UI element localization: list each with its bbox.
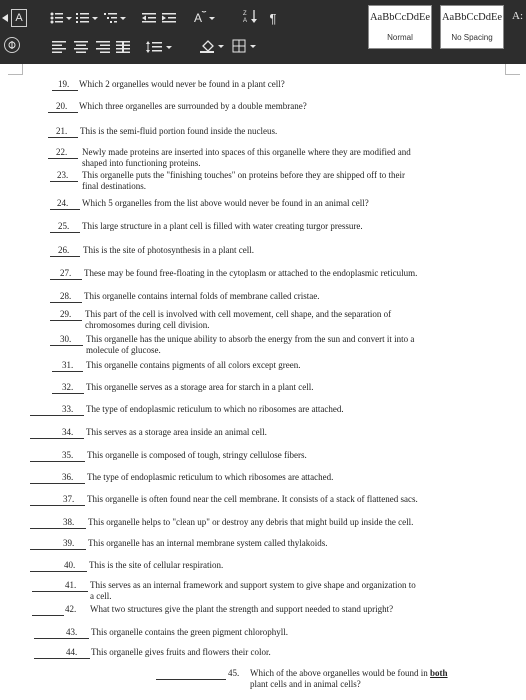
question-text: This is the semi-fluid portion found inside the nucleus. — [80, 126, 278, 136]
style-no-spacing-name: No Spacing — [451, 33, 493, 42]
multilevel-list-button[interactable] — [104, 9, 126, 27]
answer-blank[interactable] — [30, 505, 85, 506]
answer-blank[interactable] — [52, 393, 84, 394]
answer-blank[interactable] — [30, 528, 86, 529]
question-text: This organelle gives fruits and flowers their color. — [91, 647, 271, 657]
question-number: 27. — [60, 268, 72, 278]
ribbon-toolbar — [0, 0, 526, 64]
question-number: 19. — [58, 79, 70, 89]
answer-blank[interactable] — [50, 209, 80, 210]
answer-blank[interactable] — [52, 371, 83, 372]
justify-icon — [116, 41, 130, 53]
question-text: This organelle has an internal membrane system called thylakoids. — [88, 538, 328, 548]
answer-blank[interactable] — [30, 483, 85, 484]
bullets-icon — [50, 12, 72, 24]
question-text: These may be found free-floating in the cytoplasm or attached to the endoplasmic reticulum. — [84, 268, 418, 278]
answer-blank[interactable] — [50, 320, 82, 321]
increase-indent-button[interactable] — [162, 9, 176, 27]
question-number: 42. — [65, 604, 77, 614]
answer-blank[interactable] — [52, 90, 78, 91]
answer-blank[interactable] — [48, 137, 78, 138]
align-right-button[interactable] — [96, 38, 110, 56]
justify-button[interactable] — [116, 38, 130, 56]
answer-blank[interactable] — [50, 279, 82, 280]
question-text: This is the site of cellular respiration. — [89, 560, 224, 570]
text-box-button[interactable] — [11, 9, 27, 27]
emphasis-both: both — [430, 668, 448, 678]
question-text: The type of endoplasmic reticulum to which ribosomes are attached. — [87, 472, 334, 482]
style-no-spacing[interactable] — [440, 5, 504, 49]
question-number: 43. — [66, 627, 78, 637]
question-text: This organelle contains the green pigment chlorophyll. — [91, 627, 289, 637]
question-number: 33. — [62, 404, 74, 414]
text-box-label: A — [15, 12, 23, 24]
question-text: Which three organelles are surrounded by a double membrane? — [79, 101, 307, 111]
question-text: This organelle puts the "finishing touches" on proteins before they are shipped off to their final destinations. — [82, 170, 405, 191]
question-text: This organelle contains pigments of all colors except green. — [86, 360, 301, 370]
svg-text:Z: Z — [243, 11, 247, 17]
svg-text:A: A — [194, 10, 203, 24]
decrease-indent-icon — [142, 12, 156, 24]
answer-blank[interactable] — [50, 345, 83, 346]
question-number: 41. — [65, 580, 77, 590]
pilcrow-icon: ¶ — [269, 10, 277, 26]
change-case-button[interactable] — [194, 8, 216, 26]
answer-blank[interactable] — [48, 158, 78, 159]
smart-lookup-icon — [7, 40, 17, 50]
sort-button[interactable] — [243, 7, 259, 25]
question-text: Which 2 organelles would never be found in a plant cell? — [79, 79, 285, 89]
question-text: This organelle has the unique ability to absorb the energy from the sun and convert it into a molecule of glucose. — [86, 334, 415, 355]
question-number: 24. — [57, 198, 69, 208]
question-number: 32. — [62, 382, 74, 392]
question-number: 39. — [63, 538, 75, 548]
question-number: 38. — [63, 517, 75, 527]
numbering-button[interactable] — [76, 9, 98, 27]
borders-button[interactable] — [232, 37, 258, 55]
question-text: Which 5 organelles from the list above would never be found in an animal cell? — [82, 198, 369, 208]
align-left-icon — [52, 41, 66, 53]
question-number: 34. — [62, 427, 74, 437]
answer-blank[interactable] — [32, 615, 64, 616]
shading-icon — [200, 39, 226, 53]
align-center-icon — [74, 41, 88, 53]
question-text: Newly made proteins are inserted into spaces of this organelle where they are modified and shaped into functioning proteins. — [82, 147, 411, 168]
question-text: This organelle is composed of tough, stringy cellulose fibers. — [87, 450, 307, 460]
question-number: 28. — [60, 291, 72, 301]
question-number: 44. — [66, 647, 78, 657]
answer-blank[interactable] — [50, 181, 78, 182]
line-spacing-icon — [146, 41, 174, 53]
decrease-indent-button[interactable] — [142, 9, 156, 27]
question-number: 20. — [56, 101, 68, 111]
ribbon-scroll-left[interactable] — [0, 9, 10, 27]
question-number: 23. — [57, 170, 69, 180]
question-text: This serves as an internal framework and support system to give shape and organization to a cell. — [90, 580, 416, 601]
answer-blank[interactable] — [30, 549, 86, 550]
borders-icon — [232, 39, 258, 53]
answer-blank[interactable] — [50, 302, 82, 303]
style-normal[interactable] — [368, 5, 432, 49]
question-number: 36. — [62, 472, 74, 482]
question-text: This serves as a storage area inside an animal cell. — [86, 427, 267, 437]
question-number: 22. — [56, 147, 68, 157]
answer-blank[interactable] — [32, 591, 88, 592]
question-number: 37. — [63, 494, 75, 504]
align-center-button[interactable] — [74, 38, 88, 56]
style-no-spacing-sample: AaBbCcDdEe — [441, 12, 503, 23]
style-heading-partial[interactable]: A: — [512, 10, 523, 22]
question-number: 25. — [58, 221, 70, 231]
answer-blank[interactable] — [50, 232, 80, 233]
sort-icon — [243, 9, 259, 23]
question-text: The type of endoplasmic reticulum to which no ribosomes are attached. — [86, 404, 344, 414]
answer-blank[interactable] — [156, 679, 226, 680]
change-case-icon — [194, 11, 216, 24]
worksheet — [0, 64, 526, 700]
answer-blank[interactable] — [30, 571, 87, 572]
answer-blank[interactable] — [34, 658, 90, 659]
question-number: 21. — [56, 126, 68, 136]
show-formatting-button[interactable] — [267, 9, 279, 27]
increase-indent-icon — [162, 12, 176, 24]
question-text: This organelle is often found near the cell membrane. It consists of a stack of flattened sacs. — [87, 494, 418, 504]
question-number: 26. — [58, 245, 70, 255]
numbering-icon — [76, 12, 98, 24]
question-number: 45. — [228, 668, 240, 678]
question-number: 29. — [60, 309, 72, 319]
answer-blank[interactable] — [48, 112, 78, 113]
shading-button[interactable] — [200, 37, 226, 55]
align-left-button[interactable] — [52, 38, 66, 56]
bullets-button[interactable] — [50, 9, 72, 27]
style-normal-name: Normal — [387, 33, 413, 42]
question-number: 40. — [64, 560, 76, 570]
question-text: This is the site of photosynthesis in a plant cell. — [83, 245, 254, 255]
question-number: 30. — [60, 334, 72, 344]
answer-blank[interactable] — [30, 438, 84, 439]
question-text: This organelle contains internal folds of membrane called cristae. — [84, 291, 320, 301]
answer-blank[interactable] — [30, 461, 85, 462]
align-right-icon — [96, 41, 110, 53]
answer-blank[interactable] — [50, 256, 80, 257]
question-number: 35. — [62, 450, 74, 460]
question-text: This organelle serves as a storage area for starch in a plant cell. — [86, 382, 314, 392]
answer-blank[interactable] — [30, 415, 84, 416]
svg-text:A: A — [243, 18, 248, 23]
line-spacing-button[interactable] — [146, 38, 174, 56]
question-number: 31. — [62, 360, 74, 370]
answer-blank[interactable] — [34, 638, 89, 639]
quick-access-button[interactable] — [4, 37, 20, 53]
multilevel-list-icon — [104, 12, 126, 24]
question-text: This organelle helps to "clean up" or destroy any debris that might build up inside the cell. — [88, 517, 414, 527]
style-normal-sample: AaBbCcDdEe — [369, 12, 431, 23]
question-text: This large structure in a plant cell is filled with water creating turgor pressure. — [82, 221, 363, 231]
question-text: What two structures give the plant the strength and support needed to stand upright? — [90, 604, 394, 614]
question-text: Which of the above organelles would be found in both plant cells and in animal cells? — [250, 668, 448, 689]
question-text: This part of the cell is involved with cell movement, cell shape, and the separation of chromosomes during cell division. — [85, 309, 392, 330]
